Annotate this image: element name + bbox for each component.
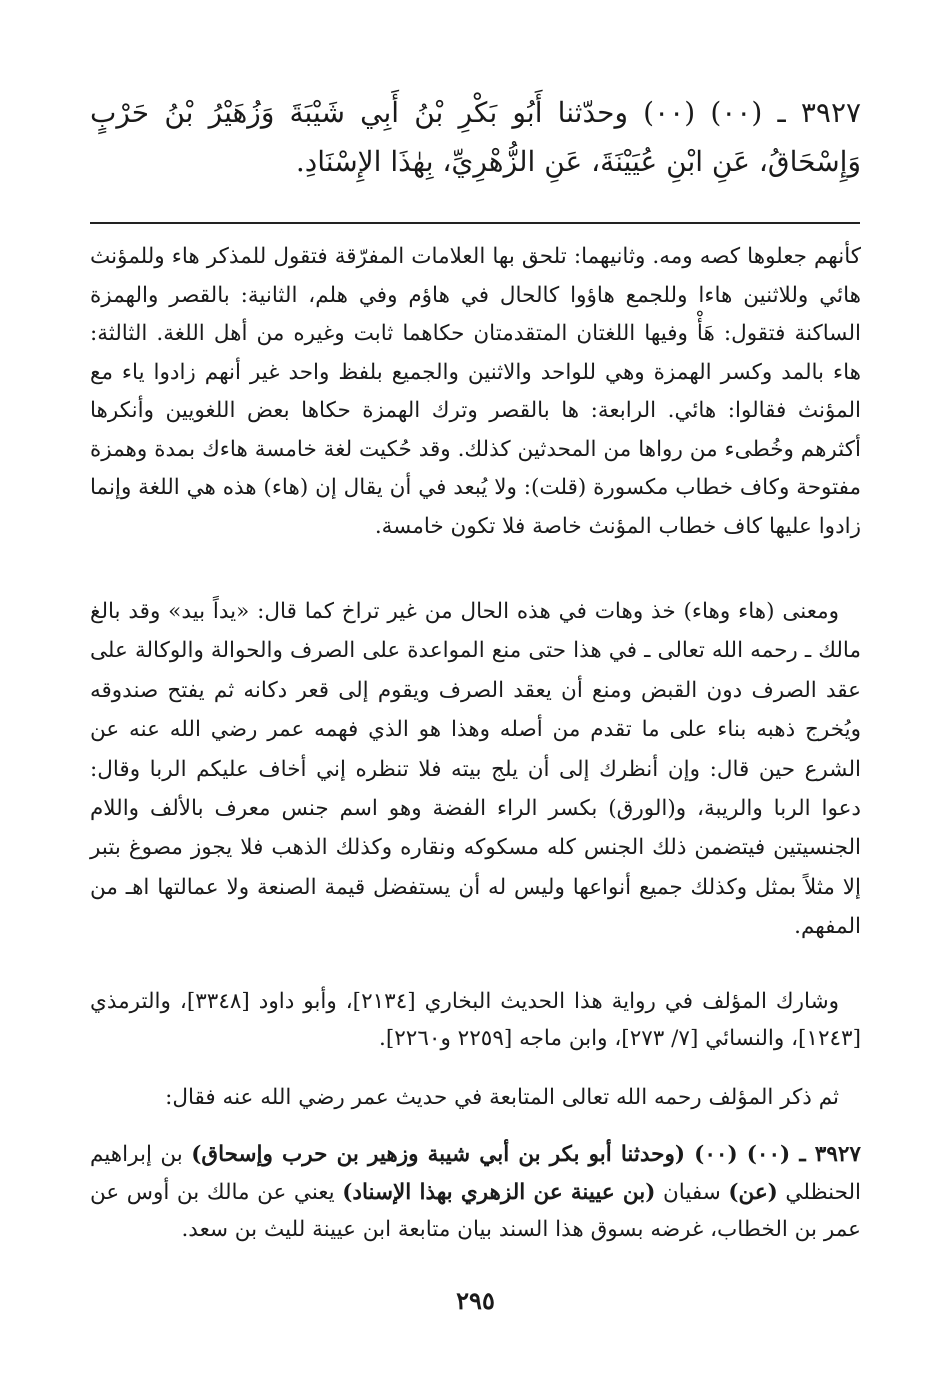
commentary-paragraph-3: وشارك المؤلف في رواية هذا الحديث البخاري [٢١٣٤]، وأبو داود [٣٣٤٨]، والترمذي [١٢٤٣]، والنسائي [٧/ ٢٧٣]، وابن ماجه [٢٢٥٩ و٢٢٦٠].	[90, 989, 861, 1051]
hadith-chain-bold-1: ٣٩٢٧ ـ (٠٠) (٠٠) (وحدثنا أبو بكر بن أبي شيبة وزهير بن حرب وإسحاق)	[191, 1142, 861, 1167]
hadith-chain-bold-2: (عن)	[728, 1179, 778, 1205]
hadith-chain-bold-3: (بن عيينة عن الزهري بهذا الإسناد)	[342, 1179, 656, 1205]
commentary-paragraph-5	[90, 1136, 861, 1249]
chain-text-1: بن إبراهيم الحنظلي	[90, 1142, 861, 1205]
chain-text-2: سفيان	[655, 1179, 729, 1205]
page-number: ٢٩٥	[456, 1286, 495, 1315]
chain-text-3: يعني عن مالك بن أوس عن عمر بن الخطاب، غرضه بسوق هذا السند بيان متابعة ابن عيينة لليث بن سعد.	[90, 1179, 861, 1242]
section-divider	[90, 222, 860, 224]
commentary-paragraph-1: كأنهم جعلوها كصه ومه. وثانيهما: تلحق بها العلامات المفرّقة فتقول للمذكر هاء وللمؤنث هائي وللاثنين هاءا وللجمع هاؤوا كالحال في هاؤم وفي هلم، الثانية: بالقصر والهمزة الساكنة فتقول: هَأْ وفيها اللغتان المتقدمتان حكاهما ثابت وغيره من أهل اللغة. الثالثة: هاء بالمد وكسر الهمزة وهي للواحد والاثنين والجميع بلفظ واحد غير أنهم زادوا ياء مع المؤنث فقالوا: هائي. الرابعة: ها بالقصر وترك الهمزة حكاها بعض اللغويين وأنكرها أكثرهم وخُطىء من رواها من المحدثين كذلك. وقد حُكيت لغة خامسة هاءك بمدة وهمزة مفتوحة وكاف خطاب مكسورة (قلت): ولا يُبعد في أن يقال إن (هاء) هذه هي اللغة وإنما زادوا عليها كاف خطاب المؤنث خاصة فلا تكون خامسة.	[90, 244, 861, 539]
commentary-paragraph-2: ومعنى (هاء وهاء) خذ وهات في هذه الحال من غير تراخ كما قال: «يداً بيد» وقد بالغ مالك ـ رحمه الله تعالى ـ في هذا حتى منع المواعدة على الصرف والحوالة والوكالة على عقد الصرف دون القبض ومنع أن يعقد الصرف ويقوم إلى قعر دكانه ثم يفتح صندوقه ويُخرج ذهبه بناء على ما تقدم من أصله وهذا هو الذي فهمه عمر رضي الله عنه عن الشرع حين قال: وإن أنظرك إلى أن يلج بيته فلا تنظره إني أخاف عليكم الربا وقال: دعوا الربا والريبة، و(الورق) بكسر الراء الفضة وهو اسم جنس معرف بالألف واللام الجنسيتين فيتضمن ذلك الجنس كله مسكوكه ونقاره وكذلك الذهب فلا يجوز مصوغ بتبر إلا مثلاً بمثل وكذلك جميع أنواعها وليس له أن يستفضل قيمة الصنعة ولا عمالتها اهـ من المفهم.	[90, 599, 861, 940]
hadith-header-text: ٣٩٢٧ ـ (٠٠) (٠٠) وحدّثنا أَبُو بَكْرِ بْنُ أَبِي شَيْبَةَ وَزُهَيْرُ بْنُ حَرْبٍ وَإِسْحَاقُ، عَنِ ابْنِ عُيَيْنَةَ، عَنِ الزُّهْرِيِّ، بِهٰذَا الإِسْنَادِ.	[90, 96, 862, 178]
commentary-paragraph-4: ثم ذكر المؤلف رحمه الله تعالى المتابعة في حديث عمر رضي الله عنه فقال:	[165, 1085, 839, 1110]
